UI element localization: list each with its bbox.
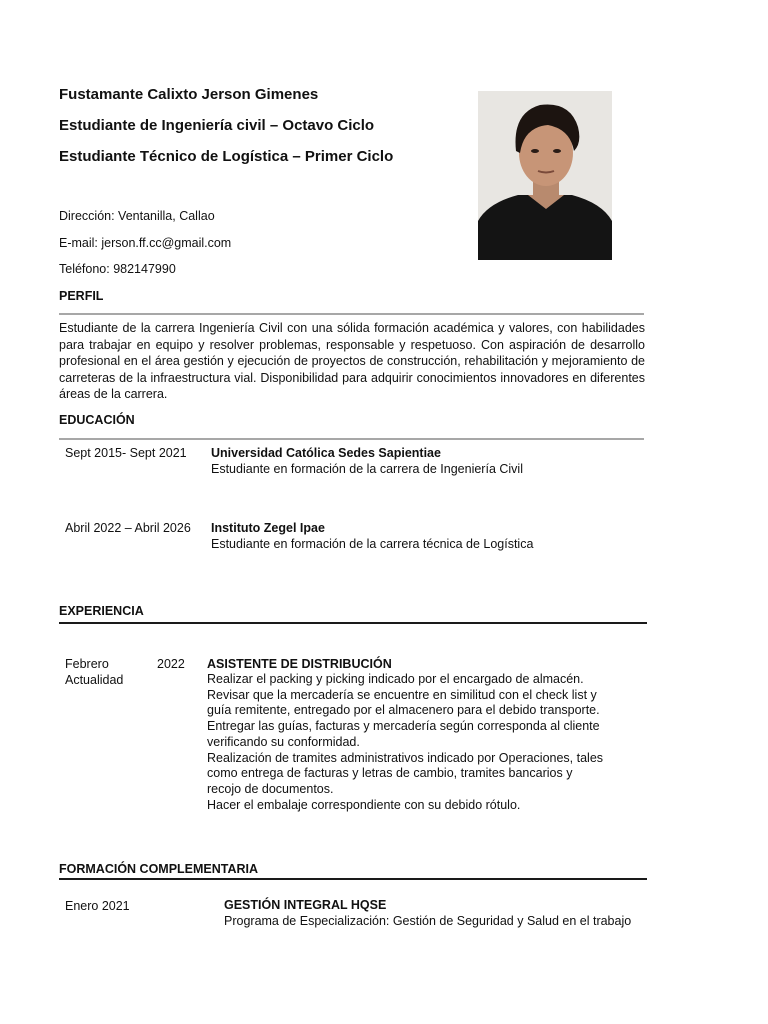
perfil-text: Estudiante de la carrera Ingeniería Civil con una sólida formación académica y valores, con habilidades para trabajar en equipo y resolver problemas, responsable y respetuoso. Con aspiración de desarrollo profesional en el área gestión y ejecución de proyectos de construcción, rehabilitación y mejoramiento de carreteras de la infraestructura vial. Disponibilidad para adquirir conocimientos innovadores en diferentes áreas de la carrera. — [59, 321, 645, 401]
section-title-experiencia: EXPERIENCIA — [59, 604, 144, 618]
education-date: Sept 2015- Sept 2021 — [65, 446, 187, 460]
person-portrait-icon — [478, 91, 612, 260]
duty-line: como entrega de facturas y letras de cambio, tramites bancarios y — [207, 766, 573, 781]
education-institution: Instituto Zegel Ipae — [211, 521, 325, 535]
experience-date-end: Actualidad — [65, 673, 124, 687]
section-title-educacion: EDUCACIÓN — [59, 413, 135, 427]
duty-line: guía remitente, entregado por el almacenero para el debido transporte. — [207, 703, 600, 718]
duty-line: Realizar el packing y picking indicado por el encargado de almacén. — [207, 672, 584, 686]
training-description: Programa de Especialización: Gestión de Seguridad y Salud en el trabajo — [224, 914, 632, 928]
experience-date-month: Febrero — [65, 657, 109, 671]
experience-duties — [207, 672, 603, 813]
duty-line: Hacer el embalaje correspondiente con su debido rótulo. — [207, 797, 521, 812]
duty-line: Revisar que la mercadería se encuentre en similitud con el check list y — [207, 687, 597, 702]
section-title-perfil: PERFIL — [59, 289, 104, 303]
education-description: Estudiante en formación de la carrera de Ingeniería Civil — [211, 462, 523, 476]
experience-position: ASISTENTE DE DISTRIBUCIÓN — [207, 657, 392, 671]
education-institution: Universidad Católica Sedes Sapientiae — [211, 446, 441, 460]
section-title-formacion: FORMACIÓN COMPLEMENTARIA — [59, 862, 259, 876]
section-divider — [59, 622, 647, 624]
candidate-name: Fustamante Calixto Jerson Gimenes — [59, 86, 319, 103]
contact-email[interactable]: E-mail: jerson.ff.cc@gmail.com — [59, 236, 232, 250]
duty-line: Entregar las guías, facturas y mercadería según corresponda al cliente — [207, 719, 600, 734]
training-course: GESTIÓN INTEGRAL HQSE — [224, 898, 387, 912]
section-divider — [59, 313, 644, 315]
headline-civil: Estudiante de Ingeniería civil – Octavo Ciclo — [59, 117, 375, 134]
section-divider — [59, 438, 644, 440]
profile-photo — [478, 91, 612, 260]
experience-date-year: 2022 — [157, 657, 185, 671]
training-date: Enero 2021 — [65, 899, 130, 913]
duty-line: verificando su conformidad. — [207, 734, 360, 749]
duty-line: Realización de tramites administrativos indicado por Operaciones, tales — [207, 750, 604, 765]
contact-phone: Teléfono: 982147990 — [59, 262, 176, 276]
headline-logistics: Estudiante Técnico de Logística – Primer Ciclo — [59, 148, 394, 165]
education-description: Estudiante en formación de la carrera técnica de Logística — [211, 537, 534, 551]
education-date: Abril 2022 – Abril 2026 — [65, 521, 191, 535]
duty-line: recojo de documentos. — [207, 781, 334, 796]
contact-address: Dirección: Ventanilla, Callao — [59, 209, 215, 223]
section-divider — [59, 878, 647, 880]
